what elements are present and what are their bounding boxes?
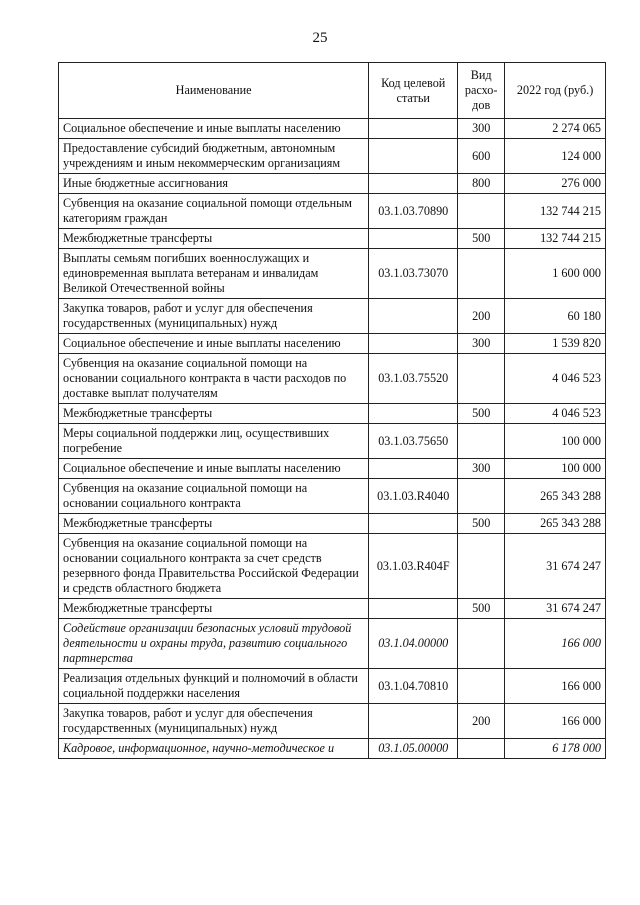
row-amount: 276 000: [505, 174, 606, 194]
row-amount: 132 744 215: [505, 229, 606, 249]
row-kind: 500: [458, 404, 505, 424]
row-amount: 2 274 065: [505, 119, 606, 139]
table-row: [59, 479, 606, 514]
row-kind: [458, 619, 505, 669]
row-code: 03.1.03.70890: [369, 194, 458, 229]
row-name: Выплаты семьям погибших военнослужащих и единовременная выплата ветеранам и инвалидам Великой Отечественной войны: [59, 249, 369, 299]
row-code: 03.1.03.R404F: [369, 534, 458, 599]
row-name: Субвенция на оказание социальной помощи на основании социального контракта за счет средств резервного фонда Правительства Российской Федерации и средств областного бюджета: [59, 534, 369, 599]
row-code: [369, 119, 458, 139]
row-code: [369, 599, 458, 619]
table-row: [59, 424, 606, 459]
row-amount: 1 600 000: [505, 249, 606, 299]
row-name: Социальное обеспечение и иные выплаты населению: [59, 334, 369, 354]
row-kind: [458, 669, 505, 704]
row-code: 03.1.05.00000: [369, 739, 458, 759]
table-row: [59, 599, 606, 619]
row-code: [369, 514, 458, 534]
table-row: [59, 139, 606, 174]
row-name: Межбюджетные трансферты: [59, 229, 369, 249]
table-row: [59, 334, 606, 354]
row-amount: 265 343 288: [505, 514, 606, 534]
row-name: Социальное обеспечение и иные выплаты населению: [59, 119, 369, 139]
row-kind: [458, 534, 505, 599]
table-row: [59, 119, 606, 139]
budget-table: [58, 62, 606, 759]
row-amount: 100 000: [505, 424, 606, 459]
row-name: Межбюджетные трансферты: [59, 514, 369, 534]
table-row: [59, 514, 606, 534]
row-code: [369, 334, 458, 354]
row-name: Социальное обеспечение и иные выплаты населению: [59, 459, 369, 479]
table-row: [59, 619, 606, 669]
row-name: Субвенция на оказание социальной помощи на основании социального контракта в части расходов по доставке выплат получателям: [59, 354, 369, 404]
row-name: Кадровое, информационное, научно-методическое и: [59, 739, 369, 759]
row-name: Содействие организации безопасных условий трудовой деятельности и охраны труда, развитию социального партнерства: [59, 619, 369, 669]
row-code: 03.1.03.R4040: [369, 479, 458, 514]
row-name: Субвенция на оказание социальной помощи на основании социального контракта: [59, 479, 369, 514]
table-row: [59, 354, 606, 404]
row-amount: 166 000: [505, 704, 606, 739]
row-name: Реализация отдельных функций и полномочий в области социальной поддержки населения: [59, 669, 369, 704]
row-kind: 300: [458, 459, 505, 479]
row-amount: 132 744 215: [505, 194, 606, 229]
table-row: [59, 739, 606, 759]
table-row: [59, 174, 606, 194]
row-code: [369, 704, 458, 739]
row-code: [369, 139, 458, 174]
row-amount: 60 180: [505, 299, 606, 334]
row-amount: 166 000: [505, 619, 606, 669]
row-kind: 200: [458, 299, 505, 334]
row-code: [369, 299, 458, 334]
row-name: Меры социальной поддержки лиц, осуществивших погребение: [59, 424, 369, 459]
row-kind: 600: [458, 139, 505, 174]
table-row: [59, 669, 606, 704]
row-name: Иные бюджетные ассигнования: [59, 174, 369, 194]
row-kind: 500: [458, 229, 505, 249]
row-amount: 124 000: [505, 139, 606, 174]
row-code: [369, 404, 458, 424]
table-row: [59, 534, 606, 599]
row-amount: 31 674 247: [505, 534, 606, 599]
row-kind: [458, 249, 505, 299]
table-row: [59, 704, 606, 739]
row-kind: 800: [458, 174, 505, 194]
row-code: 03.1.04.70810: [369, 669, 458, 704]
row-code: [369, 229, 458, 249]
header-name: Наименование: [59, 63, 369, 119]
row-amount: 1 539 820: [505, 334, 606, 354]
table-row: [59, 404, 606, 424]
row-kind: [458, 424, 505, 459]
table-header-row: [59, 63, 606, 119]
row-kind: 300: [458, 334, 505, 354]
row-code: [369, 174, 458, 194]
header-kind: Вид расхо-дов: [458, 63, 505, 119]
row-amount: 31 674 247: [505, 599, 606, 619]
row-name: Межбюджетные трансферты: [59, 404, 369, 424]
table-row: [59, 459, 606, 479]
row-kind: [458, 354, 505, 404]
row-kind: 200: [458, 704, 505, 739]
table-row: [59, 299, 606, 334]
table-row: [59, 229, 606, 249]
header-amount: 2022 год (руб.): [505, 63, 606, 119]
row-amount: 4 046 523: [505, 354, 606, 404]
row-amount: 4 046 523: [505, 404, 606, 424]
row-kind: [458, 194, 505, 229]
table-row: [59, 249, 606, 299]
row-amount: 166 000: [505, 669, 606, 704]
row-code: 03.1.03.73070: [369, 249, 458, 299]
page-number: 25: [312, 30, 328, 46]
row-code: 03.1.03.75650: [369, 424, 458, 459]
row-code: 03.1.04.00000: [369, 619, 458, 669]
row-kind: [458, 479, 505, 514]
row-kind: [458, 739, 505, 759]
row-amount: 265 343 288: [505, 479, 606, 514]
row-kind: 300: [458, 119, 505, 139]
row-name: Предоставление субсидий бюджетным, автономным учреждениям и иным некоммерческим организациям: [59, 139, 369, 174]
row-name: Закупка товаров, работ и услуг для обеспечения государственных (муниципальных) нужд: [59, 704, 369, 739]
row-kind: 500: [458, 514, 505, 534]
row-kind: 500: [458, 599, 505, 619]
row-name: Межбюджетные трансферты: [59, 599, 369, 619]
row-amount: 6 178 000: [505, 739, 606, 759]
row-code: 03.1.03.75520: [369, 354, 458, 404]
table-row: [59, 194, 606, 229]
row-code: [369, 459, 458, 479]
row-name: Субвенция на оказание социальной помощи отдельным категориям граждан: [59, 194, 369, 229]
row-name: Закупка товаров, работ и услуг для обеспечения государственных (муниципальных) нужд: [59, 299, 369, 334]
header-code: Код целевой статьи: [369, 63, 458, 119]
row-amount: 100 000: [505, 459, 606, 479]
